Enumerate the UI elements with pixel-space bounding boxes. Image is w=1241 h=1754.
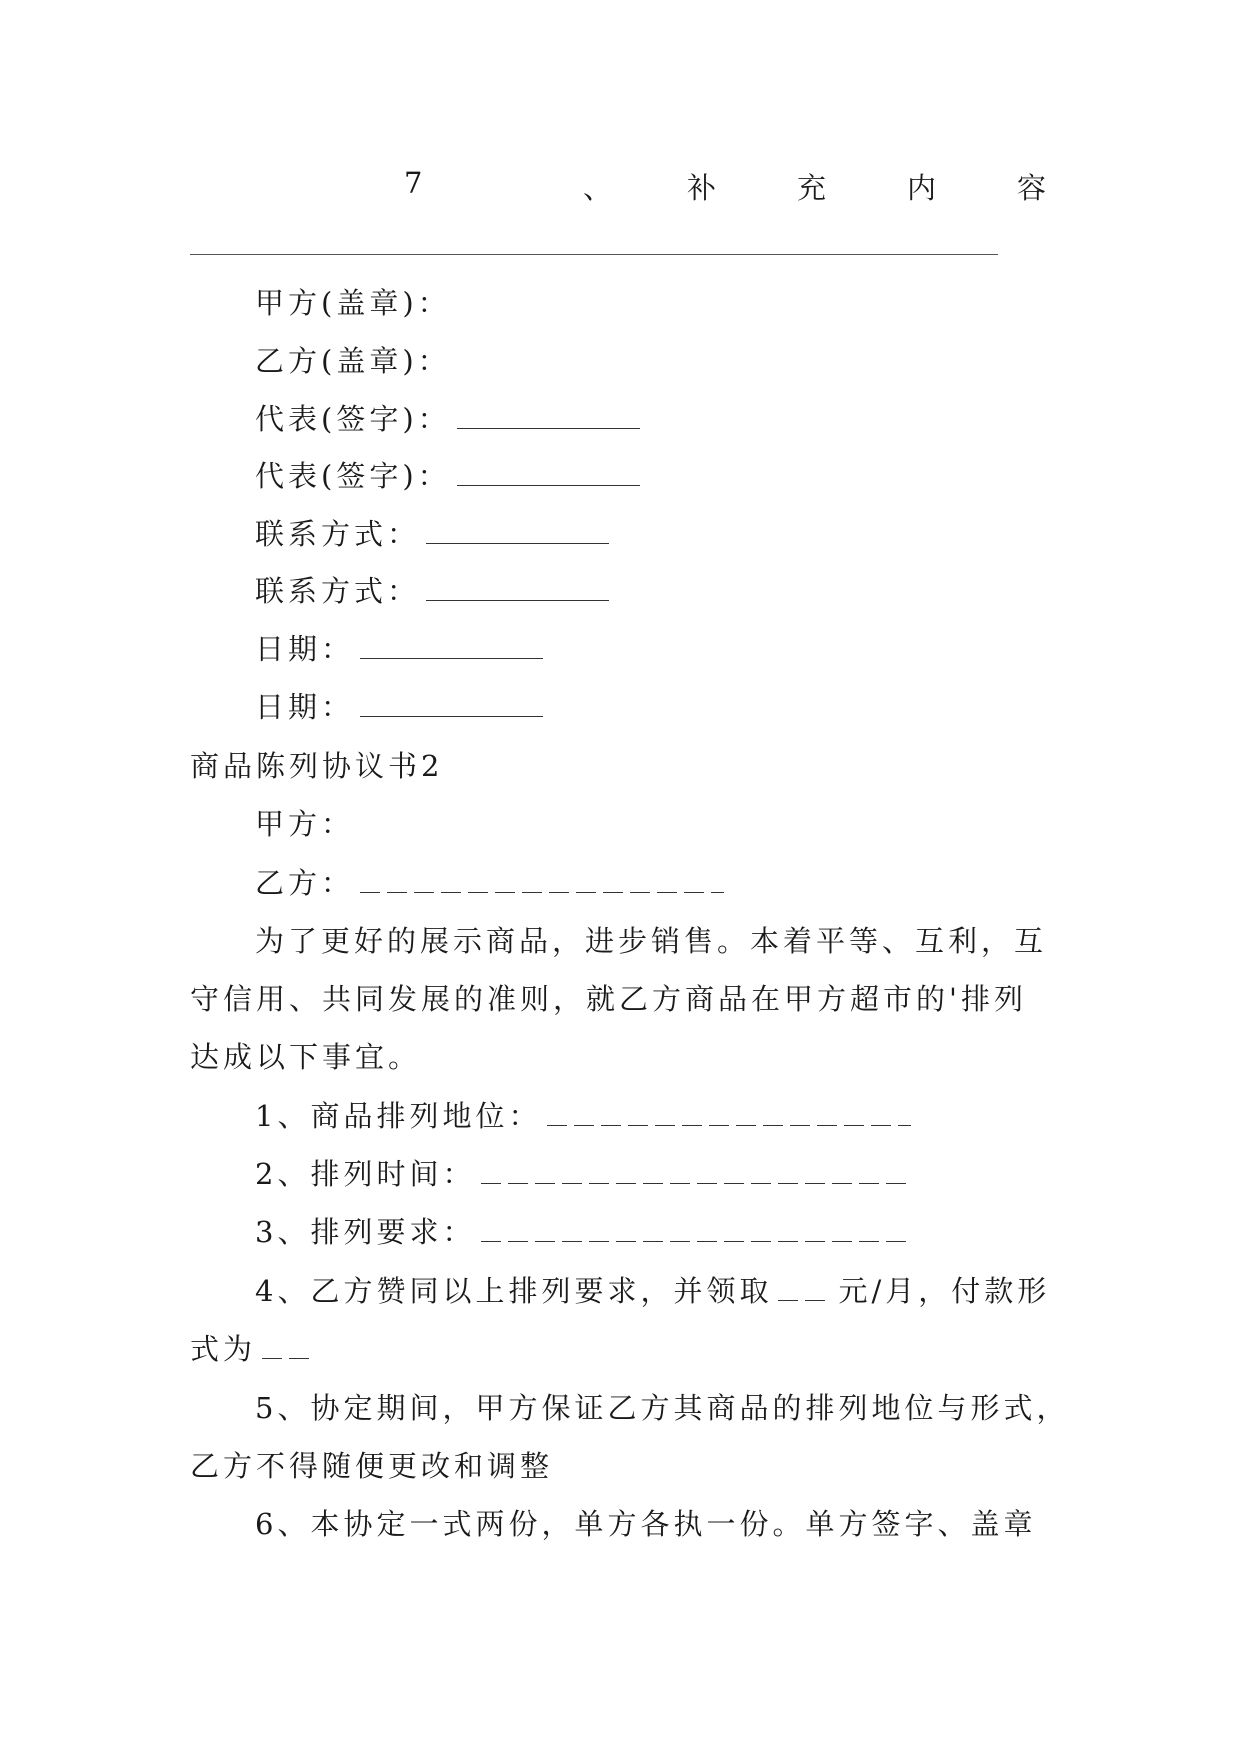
intro-line-2: 守信用、共同发展的准则，就乙方商品在甲方超市的'排列 [190,982,1027,1016]
clause-2-line [255,1154,909,1194]
clause-4-part-2: 元/月，付款形 [838,1274,1051,1308]
party-b-label: 乙方： [255,866,355,900]
clause-4-line-2-text: 式为 [190,1332,257,1366]
contact-b-label: 联系方式： [255,574,421,608]
rep-a-line [255,399,640,439]
rep-b-label: 代表(签字)： [255,459,451,493]
clause-3-line [255,1212,909,1252]
party-a-seal-label: 甲方(盖章)： [255,286,451,320]
intro-line-3: 达成以下事宜。 [190,1040,422,1074]
contact-a-label: 联系方式： [255,517,421,551]
contact-b-line [255,571,609,611]
heading-rule [190,254,998,255]
clause-4-amount-blank [778,1275,832,1301]
clause-6-line-1: 6、本协定一式两份，单方各执一份。单方签字、盖章 [255,1507,1037,1541]
contact-a-line [255,514,609,554]
clause-5-line-2: 乙方不得随便更改和调整 [190,1449,554,1483]
party-b-blank [360,867,724,893]
clause-1-blank [547,1100,911,1126]
party-a-seal-line [255,283,451,323]
clause-4-line-2 [190,1329,316,1369]
date-b-line [255,687,543,727]
clause-1-label: 1、商品排列地位： [255,1099,542,1133]
clause-4-line-1 [255,1271,1050,1311]
party-b-seal-line [255,341,451,381]
contact-a-blank [426,515,609,544]
intro-line-1: 为了更好的展示商品，进步销售。本着平等、互利，互 [255,924,1048,958]
date-b-label: 日期： [255,690,355,724]
party-a-line [255,804,354,844]
section-heading [0,166,1241,206]
rep-b-line [255,456,640,496]
clause-3-blank [481,1216,909,1242]
heading-char: 补 [687,171,717,205]
clause-4-method-blank [262,1333,316,1359]
party-b-line [255,863,724,903]
date-a-label: 日期： [255,632,355,666]
rep-a-label: 代表(签字)： [255,402,451,436]
rep-b-blank [457,457,640,486]
doc-title: 商品陈列协议书2 [190,749,444,783]
date-b-blank [360,688,543,717]
clause-1-line [255,1096,911,1136]
party-a-label: 甲方： [255,807,355,841]
clause-3-label: 3、排列要求： [255,1215,476,1249]
date-a-blank [360,630,543,659]
heading-number: 7 [404,166,423,200]
contact-b-blank [426,572,609,601]
rep-a-blank [457,400,640,429]
clause-5-line-1: 5、协定期间，甲方保证乙方其商品的排列地位与形式， [255,1391,1070,1425]
clause-4-part-1: 4、乙方赞同以上排列要求，并领取 [255,1274,773,1308]
heading-char: 容 [1017,171,1047,205]
party-b-seal-label: 乙方(盖章)： [255,344,451,378]
clause-2-blank [481,1158,909,1184]
heading-char: 充 [797,171,827,205]
date-a-line [255,629,543,669]
clause-2-label: 2、排列时间： [255,1157,476,1191]
heading-char: 内 [907,171,937,205]
heading-separator: 、 [583,171,613,205]
